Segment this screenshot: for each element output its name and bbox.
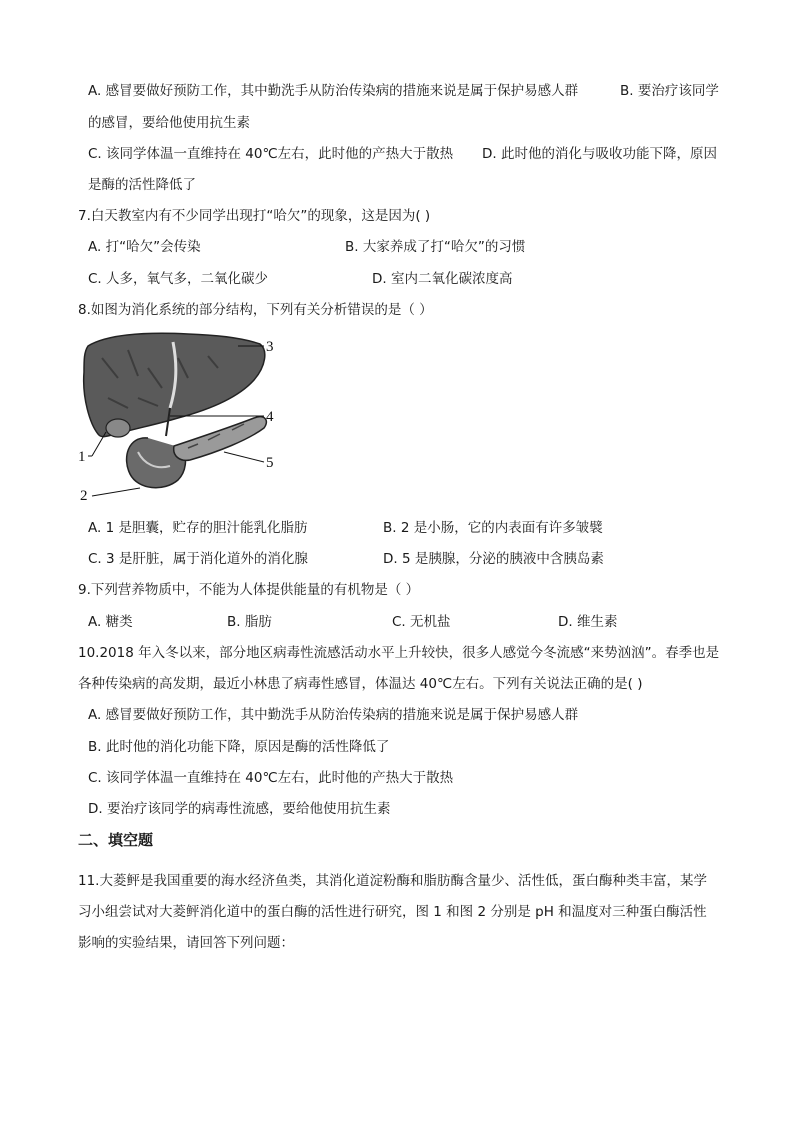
q6-option-d-line2: 是酶的活性降低了 — [88, 177, 196, 193]
q6-option-c: C. 该同学体温一直维持在 40℃左右，此时他的产热大于散热 — [88, 146, 454, 162]
q10-stem-line2: 各种传染病的高发期，最近小林患了病毒性感冒，体温达 40℃左右。下列有关说法正确的是( ) — [78, 676, 643, 692]
figure-label-5: 5 — [266, 455, 274, 471]
q7-option-d: D. 室内二氧化碳浓度高 — [372, 271, 513, 287]
q9-option-b: B. 脂肪 — [227, 614, 272, 630]
q11-line2: 习小组尝试对大菱鲆消化道中的蛋白酶的活性进行研究，图 1 和图 2 分别是 pH 和温度对三种蛋白酶活性 — [78, 904, 707, 920]
q9-option-c: C. 无机盐 — [392, 614, 451, 630]
q7-stem: 7.白天教室内有不少同学出现打“哈欠”的现象，这是因为( ) — [78, 208, 431, 224]
q10-option-d: D. 要治疗该同学的病毒性流感，要给他使用抗生素 — [88, 801, 391, 817]
q8-option-d: D. 5 是胰腺，分泌的胰液中含胰岛素 — [383, 551, 604, 567]
gallbladder-shape — [106, 419, 130, 437]
pancreas-shape — [174, 417, 267, 461]
q8-option-b: B. 2 是小肠，它的内表面有许多皱襞 — [383, 520, 603, 536]
q7-option-b: B. 大家养成了打“哈欠”的习惯 — [345, 239, 526, 255]
figure-label-3: 3 — [266, 339, 274, 355]
q10-stem-line1: 10.2018 年入冬以来，部分地区病毒性流感活动水平上升较快，很多人感觉今冬流感“来势汹汹”。春季也是 — [78, 645, 720, 661]
q10-option-a: A. 感冒要做好预防工作，其中勤洗手从防治传染病的措施来说是属于保护易感人群 — [88, 707, 579, 723]
q6-option-a: A. 感冒要做好预防工作，其中勤洗手从防治传染病的措施来说是属于保护易感人群 — [88, 83, 579, 99]
q11-line1: 11.大菱鲆是我国重要的海水经济鱼类，其消化道淀粉酶和脂肪酶含量少、活性低，蛋白酶种类丰富，某学 — [78, 873, 707, 889]
q10-option-b: B. 此时他的消化功能下降，原因是酶的活性降低了 — [88, 739, 390, 755]
figure-label-4: 4 — [266, 409, 274, 425]
q11-line3: 影响的实验结果，请回答下列问题： — [78, 935, 294, 951]
q8-stem: 8.如图为消化系统的部分结构，下列有关分析错误的是（ ） — [78, 302, 433, 318]
q9-option-d: D. 维生素 — [558, 614, 618, 630]
digestive-system-figure — [78, 328, 290, 508]
figure-label-1: 1 — [78, 449, 86, 465]
section-heading-fill-in: 二、填空题 — [78, 831, 154, 849]
q6-option-b-line1: B. 要治疗该同学 — [620, 83, 719, 99]
q6-option-b-line2: 的感冒，要给他使用抗生素 — [88, 115, 250, 131]
q6-option-d-line1: D. 此时他的消化与吸收功能下降，原因 — [482, 146, 717, 162]
q7-option-a: A. 打“哈欠”会传染 — [88, 239, 201, 255]
q8-option-a: A. 1 是胆囊，贮存的胆汁能乳化脂肪 — [88, 520, 308, 536]
q7-option-c: C. 人多，氧气多，二氧化碳少 — [88, 271, 269, 287]
figure-label-2: 2 — [80, 488, 88, 504]
q10-option-c: C. 该同学体温一直维持在 40℃左右，此时他的产热大于散热 — [88, 770, 454, 786]
q8-option-c: C. 3 是肝脏，属于消化道外的消化腺 — [88, 551, 308, 567]
q9-stem: 9.下列营养物质中，不能为人体提供能量的有机物是（ ） — [78, 582, 420, 598]
q9-option-a: A. 糖类 — [88, 614, 133, 630]
